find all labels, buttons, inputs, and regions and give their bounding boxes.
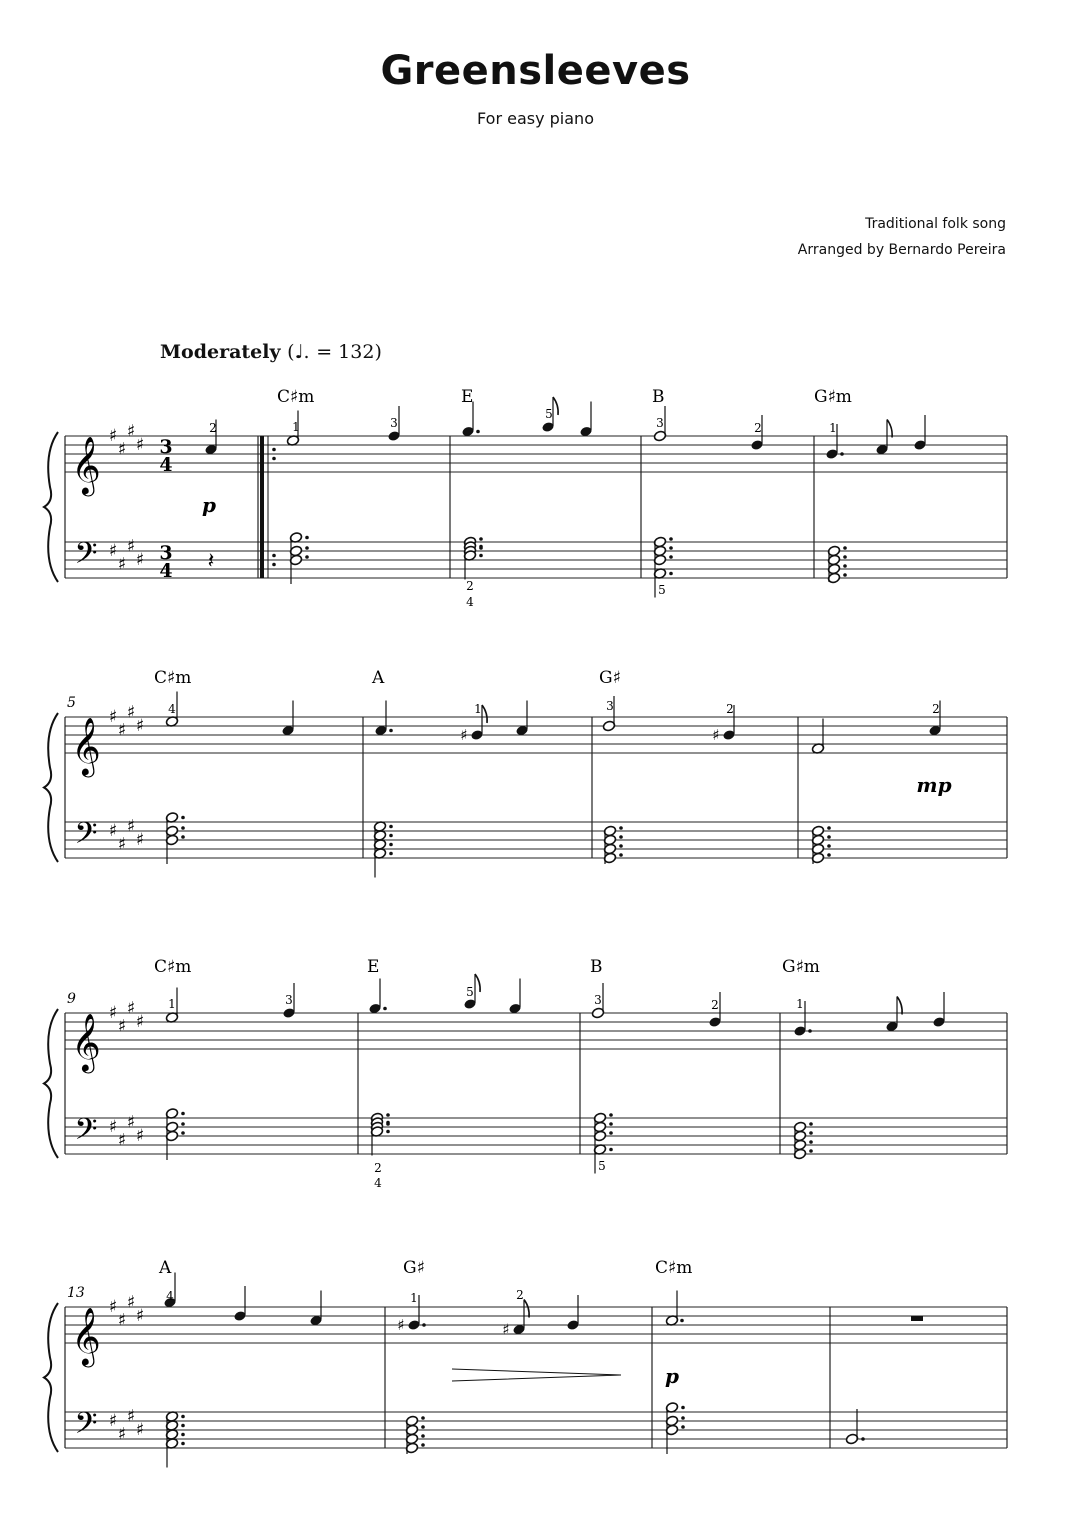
augmentation-dot: [305, 546, 309, 550]
augmentation-dot: [389, 852, 393, 856]
chord-symbol: G♯: [403, 1258, 425, 1278]
key-signature-sharp: ♯: [126, 998, 136, 1019]
augmentation-dot: [809, 1149, 813, 1153]
chord-symbol: E: [367, 957, 380, 977]
augmentation-dot: [422, 1323, 426, 1327]
augmentation-dot: [827, 835, 831, 839]
chord-symbol: E: [461, 387, 474, 407]
key-signature-sharp: ♯: [108, 541, 118, 561]
augmentation-dot: [421, 1434, 425, 1438]
augmentation-dot: [386, 1122, 390, 1126]
bass-clef: 𝄢: [74, 817, 98, 858]
augmentation-dot: [272, 457, 276, 461]
augmentation-dot: [181, 816, 185, 820]
fingering-number: 2: [711, 998, 719, 1012]
accidental-sharp: ♯: [460, 726, 468, 744]
augmentation-dot: [619, 835, 623, 839]
augmentation-dot: [827, 844, 831, 848]
dynamic-marking: mp: [916, 773, 952, 797]
fingering-number: 2: [726, 702, 734, 716]
accidental-sharp: ♯: [397, 1316, 405, 1334]
fingering-number: 3: [390, 416, 398, 430]
time-signature-denominator: 4: [159, 560, 173, 582]
treble-staff: [65, 1013, 1007, 1049]
composer-credit: Traditional folk song: [865, 216, 1006, 232]
accidental-sharp: ♯: [502, 1320, 510, 1339]
measure-number: 5: [67, 695, 76, 711]
fingering-number: 5: [658, 583, 666, 597]
chord-symbol: C♯m: [655, 1258, 693, 1278]
score-title: Greensleeves: [380, 48, 691, 94]
augmentation-dot: [476, 430, 480, 434]
augmentation-dot: [181, 1415, 185, 1419]
augmentation-dot: [827, 826, 831, 830]
key-signature-sharp: ♯: [126, 1112, 136, 1133]
key-signature-sharp: ♯: [135, 550, 145, 570]
chord-symbol: G♯m: [814, 387, 852, 407]
tempo-word: Moderately: [160, 341, 281, 363]
augmentation-dot: [181, 1112, 185, 1116]
score-subtitle: For easy piano: [477, 109, 594, 128]
eighth-flag: [887, 420, 892, 438]
augmentation-dot: [421, 1425, 425, 1429]
key-signature-sharp: ♯: [117, 1130, 127, 1151]
fingering-number: 2: [374, 1161, 382, 1175]
eighth-flag: [897, 997, 902, 1015]
tempo-note-glyph: ♩.: [294, 341, 310, 363]
augmentation-dot: [389, 729, 393, 733]
augmentation-dot: [843, 555, 847, 559]
key-signature-sharp: ♯: [117, 720, 127, 741]
augmentation-dot: [609, 1131, 613, 1135]
chord-symbol: G♯m: [782, 957, 820, 977]
key-signature-sharp: ♯: [117, 1424, 127, 1445]
augmentation-dot: [809, 1122, 813, 1126]
chord-symbol: C♯m: [154, 668, 192, 688]
augmentation-dot: [827, 853, 831, 857]
key-signature-sharp: ♯: [135, 1420, 145, 1440]
measure-number: 9: [67, 991, 76, 1007]
augmentation-dot: [809, 1131, 813, 1135]
treble-clef: 𝄞: [71, 1013, 101, 1071]
augmentation-dot: [808, 1029, 812, 1033]
bass-staff: [65, 542, 1007, 578]
bass-clef: 𝄢: [74, 1113, 98, 1154]
augmentation-dot: [389, 825, 393, 829]
time-signature-numerator: 3: [159, 436, 173, 458]
chord-symbol: G♯: [599, 668, 621, 688]
fingering-number: 4: [166, 1289, 174, 1303]
bass-staff: [65, 822, 1007, 858]
fingering-number: 4: [466, 595, 474, 609]
fingering-number: 3: [285, 993, 293, 1007]
augmentation-dot: [843, 546, 847, 550]
time-signature-numerator: 3: [159, 542, 173, 564]
fingering-number: 1: [292, 420, 300, 434]
augmentation-dot: [861, 1437, 865, 1441]
chord-symbol: A: [159, 1258, 172, 1278]
key-signature-sharp: ♯: [117, 834, 127, 855]
augmentation-dot: [305, 555, 309, 559]
fingering-number: 5: [598, 1159, 606, 1173]
accidental-sharp: ♯: [712, 726, 720, 744]
augmentation-dot: [843, 564, 847, 568]
fingering-number: 2: [466, 579, 474, 593]
grand-staff-brace: [44, 432, 58, 582]
fingering-number: 1: [796, 997, 804, 1011]
key-signature-sharp: ♯: [135, 830, 145, 850]
augmentation-dot: [669, 537, 673, 541]
key-signature-sharp: ♯: [126, 1292, 136, 1313]
bass-clef: 𝄢: [74, 537, 98, 578]
quarter-rest: 𝄽: [207, 549, 215, 574]
whole-rest: [911, 1316, 923, 1321]
augmentation-dot: [669, 555, 673, 559]
fingering-number: 5: [545, 407, 553, 421]
eighth-flag: [553, 397, 558, 415]
chord-symbol: B: [590, 957, 603, 977]
bass-clef: 𝄢: [74, 1407, 98, 1448]
key-signature-sharp: ♯: [126, 1406, 136, 1427]
augmentation-dot: [843, 573, 847, 577]
fingering-number: 2: [209, 421, 217, 435]
fingering-number: 4: [168, 702, 176, 716]
chord-symbol: C♯m: [277, 387, 315, 407]
fingering-number: 1: [410, 1291, 418, 1305]
treble-clef: 𝄞: [71, 717, 101, 775]
bass-staff: [65, 1412, 1007, 1448]
arranger-credit: Arranged by Bernardo Pereira: [797, 242, 1006, 258]
fingering-number: 1: [474, 702, 482, 716]
augmentation-dot: [609, 1113, 613, 1117]
dynamic-marking: p: [665, 1364, 679, 1388]
bass-staff: [65, 1118, 1007, 1154]
augmentation-dot: [609, 1148, 613, 1152]
key-signature-sharp: ♯: [108, 707, 118, 727]
augmentation-dot: [181, 826, 185, 830]
key-signature-sharp: ♯: [135, 1126, 145, 1146]
augmentation-dot: [609, 1122, 613, 1126]
augmentation-dot: [181, 1433, 185, 1437]
augmentation-dot: [680, 1319, 684, 1323]
augmentation-dot: [479, 537, 483, 541]
key-signature-sharp: ♯: [117, 439, 127, 460]
augmentation-dot: [389, 834, 393, 838]
key-signature-sharp: ♯: [135, 1306, 145, 1326]
augmentation-dot: [272, 554, 276, 558]
decrescendo-hairpin: [452, 1369, 621, 1381]
key-signature-sharp: ♯: [126, 421, 136, 442]
treble-clef: 𝄞: [71, 1307, 101, 1365]
chord-symbol: A: [372, 668, 385, 688]
augmentation-dot: [181, 1131, 185, 1135]
augmentation-dot: [383, 1007, 387, 1011]
key-signature-sharp: ♯: [117, 1016, 127, 1037]
fingering-number: 3: [656, 416, 664, 430]
augmentation-dot: [479, 554, 483, 558]
augmentation-dot: [681, 1416, 685, 1420]
key-signature-sharp: ♯: [126, 816, 136, 837]
treble-staff: [65, 436, 1007, 472]
eighth-flag: [524, 1300, 529, 1318]
key-signature-sharp: ♯: [135, 435, 145, 455]
fingering-number: 2: [516, 1288, 524, 1302]
augmentation-dot: [305, 536, 309, 540]
key-signature-sharp: ♯: [108, 426, 118, 446]
key-signature-sharp: ♯: [117, 1310, 127, 1331]
tempo-bpm: = 132: [316, 341, 375, 363]
key-signature-sharp: ♯: [135, 1012, 145, 1032]
augmentation-dot: [272, 563, 276, 567]
augmentation-dot: [272, 448, 276, 452]
fingering-number: 2: [754, 421, 762, 435]
treble-staff: [65, 717, 1007, 753]
tempo-marking: Moderately (♩. = 132): [160, 341, 382, 363]
augmentation-dot: [669, 572, 673, 576]
augmentation-dot: [669, 546, 673, 550]
augmentation-dot: [386, 1113, 390, 1117]
chord-symbol: B: [652, 387, 665, 407]
augmentation-dot: [181, 1424, 185, 1428]
key-signature-sharp: ♯: [135, 716, 145, 736]
key-signature-sharp: ♯: [126, 536, 136, 557]
fingering-number: 5: [466, 985, 474, 999]
augmentation-dot: [619, 853, 623, 857]
augmentation-dot: [386, 1130, 390, 1134]
augmentation-dot: [809, 1140, 813, 1144]
augmentation-dot: [619, 844, 623, 848]
chord-symbol: C♯m: [154, 957, 192, 977]
measure-number: 13: [67, 1285, 85, 1301]
treble-staff: [65, 1307, 1007, 1343]
time-signature-denominator: 4: [159, 454, 173, 476]
fingering-number: 2: [932, 702, 940, 716]
augmentation-dot: [479, 546, 483, 550]
eighth-flag: [482, 705, 487, 723]
augmentation-dot: [181, 1442, 185, 1446]
augmentation-dot: [421, 1443, 425, 1447]
augmentation-dot: [681, 1425, 685, 1429]
treble-clef: 𝄞: [71, 436, 101, 494]
key-signature-sharp: ♯: [108, 1117, 118, 1137]
eighth-flag: [475, 974, 480, 992]
augmentation-dot: [681, 1406, 685, 1410]
augmentation-dot: [389, 843, 393, 847]
key-signature-sharp: ♯: [108, 821, 118, 841]
fingering-number: 3: [606, 699, 614, 713]
grand-staff-brace: [44, 1303, 58, 1452]
key-signature-sharp: ♯: [108, 1003, 118, 1023]
grand-staff-brace: [44, 713, 58, 862]
key-signature-sharp: ♯: [108, 1297, 118, 1317]
fingering-number: 4: [374, 1176, 382, 1190]
grand-staff-brace: [44, 1009, 58, 1158]
fingering-number: 1: [829, 421, 837, 435]
augmentation-dot: [181, 1122, 185, 1126]
augmentation-dot: [840, 452, 844, 456]
fingering-number: 3: [594, 993, 602, 1007]
key-signature-sharp: ♯: [117, 554, 127, 575]
augmentation-dot: [421, 1416, 425, 1420]
fingering-number: 1: [168, 997, 176, 1011]
key-signature-sharp: ♯: [126, 702, 136, 723]
key-signature-sharp: ♯: [108, 1411, 118, 1431]
dynamic-marking: p: [202, 493, 216, 517]
augmentation-dot: [181, 835, 185, 839]
augmentation-dot: [619, 826, 623, 830]
